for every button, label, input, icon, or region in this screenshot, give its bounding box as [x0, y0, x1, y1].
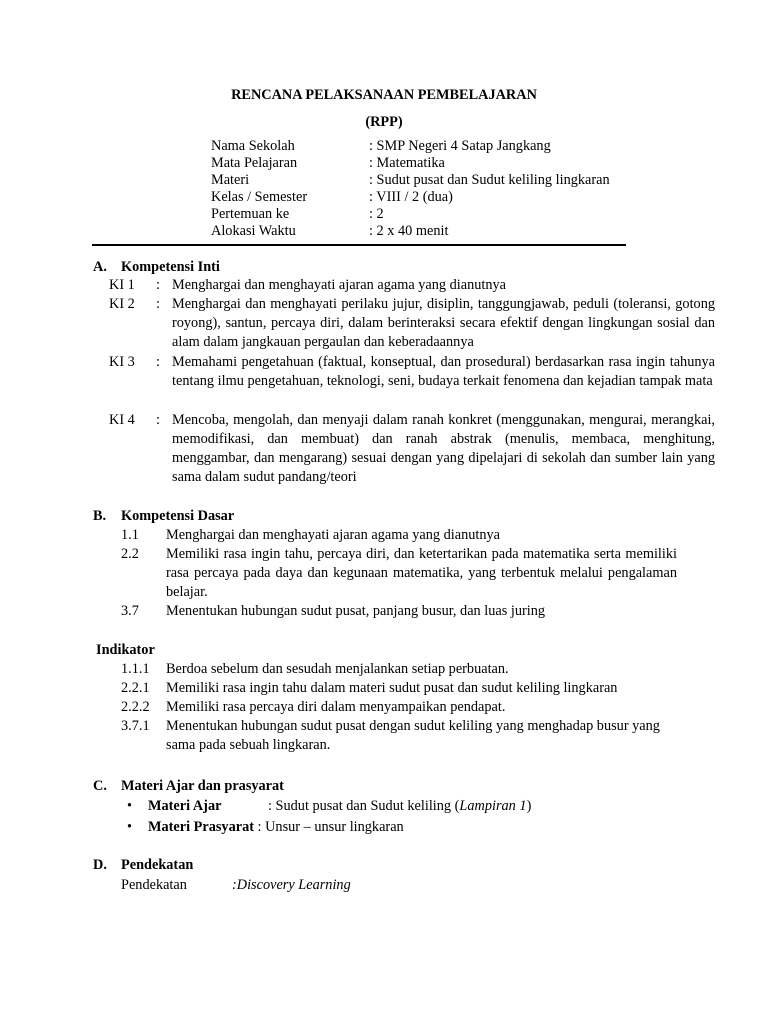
ki-text: Memahami pengetahuan (faktual, konseptual, dan prosedural) berdasarkan rasa ingin tahunya tentang ilmu pengetahuan, teknologi, seni, budaya terkait fenomena dan kejadian tampak mata — [172, 354, 715, 389]
kd-item — [121, 545, 677, 602]
identity-label: Materi — [211, 172, 250, 188]
identity-label: Alokasi Waktu — [211, 223, 296, 239]
section-title: Kompetensi Dasar — [121, 508, 235, 524]
ki-code: KI 2 — [109, 296, 135, 312]
section-heading-c — [93, 777, 284, 796]
section-heading-d — [93, 856, 193, 875]
materi-prasyarat-item — [127, 818, 404, 837]
indikator-text: Memiliki rasa ingin tahu dalam materi sudut pusat dan sudut keliling lingkaran — [166, 680, 618, 696]
section-letter: A. — [93, 259, 107, 275]
identity-row — [211, 172, 610, 189]
ki-item — [109, 295, 715, 352]
identity-row — [211, 206, 610, 223]
identity-value: : SMP Negeri 4 Satap Jangkang — [369, 138, 551, 154]
materi-prasyarat-label: Materi Prasyarat — [148, 819, 254, 835]
identity-value: : 2 — [369, 206, 384, 222]
indikator-item — [121, 698, 677, 717]
identity-value: : 2 x 40 menit — [369, 223, 449, 239]
ki-item — [109, 276, 715, 295]
ki-item — [109, 411, 715, 487]
section-title: Materi Ajar dan prasyarat — [121, 778, 284, 794]
identity-label: Pertemuan ke — [211, 206, 290, 222]
kd-text: Menentukan hubungan sudut pusat, panjang busur, dan luas juring — [166, 603, 546, 619]
identity-label: Nama Sekolah — [211, 138, 295, 154]
ki-colon: : — [156, 296, 160, 312]
ki-code: KI 3 — [109, 354, 135, 370]
ki-colon: : — [156, 277, 160, 293]
indikator-heading: Indikator — [96, 642, 155, 658]
materi-ajar-label: Materi Ajar — [148, 798, 222, 814]
indikator-text: Menentukan hubungan sudut pusat dengan sudut keliling yang menghadap busur yang sama pada sebuah lingkaran. — [166, 718, 660, 753]
ki-text: Mencoba, mengolah, dan menyaji dalam ranah konkret (menggunakan, mengurai, merangkai, memodifikasi, dan membuat) dan ranah abstrak (menulis, membaca, menghitung, menggambar, dan mengarang) sesuai dengan yang dipelajari di sekolah dan sumber lain yang sama dalam sudut pandang/teori — [172, 412, 715, 485]
document-title: RENCANA PELAKSANAAN PEMBELAJARAN — [231, 87, 537, 103]
identity-row — [211, 223, 610, 240]
kd-code: 2.2 — [121, 546, 139, 562]
ki-text: Menghargai dan menghayati ajaran agama yang dianutnya — [172, 277, 506, 293]
kd-code: 3.7 — [121, 603, 139, 619]
identity-row — [211, 138, 610, 155]
identity-label: Mata Pelajaran — [211, 155, 298, 171]
indikator-item — [121, 717, 661, 755]
section-title: Pendekatan — [121, 857, 194, 873]
section-title: Kompetensi Inti — [121, 259, 220, 275]
pendekatan-value: :Discovery Learning — [232, 877, 351, 893]
identity-row — [211, 155, 610, 172]
ki-text: Menghargai dan menghayati perilaku jujur, disiplin, tanggungjawab, peduli (toleransi, gotong royong), santun, percaya diri, dalam berinteraksi secara efektif dengan lingkungan sosial dan alam dalam jangkauan pergaulan dan keberadaannya — [172, 296, 715, 350]
indikator-text: Berdoa sebelum dan sesudah menjalankan setiap perbuatan. — [166, 661, 509, 677]
section-letter: D. — [93, 857, 107, 873]
ki-code: KI 4 — [109, 412, 135, 428]
materi-ajar-item — [127, 797, 531, 816]
ki-colon: : — [156, 354, 160, 370]
section-letter: C. — [93, 778, 107, 794]
section-heading-b — [93, 507, 234, 526]
document-subtitle: (RPP) — [365, 114, 403, 130]
section-letter: B. — [93, 508, 107, 524]
kd-text: Menghargai dan menghayati ajaran agama yang dianutnya — [166, 527, 500, 543]
header-divider — [92, 244, 626, 246]
identity-value: : VIII / 2 (dua) — [369, 189, 453, 205]
indikator-text: Memiliki rasa percaya diri dalam menyampaikan pendapat. — [166, 699, 506, 715]
identity-table — [211, 138, 610, 240]
identity-row — [211, 189, 610, 206]
indikator-code: 2.2.1 — [121, 680, 150, 696]
materi-ajar-value: : Sudut pusat dan Sudut keliling (Lampiran 1) — [268, 798, 532, 814]
pendekatan-label: Pendekatan — [121, 877, 187, 893]
indikator-item — [121, 679, 677, 698]
ki-item — [109, 353, 715, 391]
bullet-icon: • — [127, 798, 133, 814]
materi-prasyarat-value: : Unsur – unsur lingkaran — [253, 819, 404, 835]
identity-value: : Matematika — [369, 155, 445, 171]
indikator-code: 3.7.1 — [121, 718, 150, 734]
indikator-code: 1.1.1 — [121, 661, 150, 677]
identity-label: Kelas / Semester — [211, 189, 308, 205]
kd-item — [121, 602, 677, 621]
kd-text: Memiliki rasa ingin tahu, percaya diri, dan ketertarikan pada matematika serta memiliki rasa percaya pada daya dan kegunaan matematika, yang terbentuk melalui pengalaman belajar. — [166, 546, 677, 600]
bullet-icon: • — [127, 819, 133, 835]
indikator-item — [121, 660, 677, 679]
ki-colon: : — [156, 412, 160, 428]
ki-code: KI 1 — [109, 277, 135, 293]
kd-item — [121, 526, 677, 545]
kd-code: 1.1 — [121, 527, 139, 543]
section-heading-a — [93, 258, 220, 277]
identity-value: : Sudut pusat dan Sudut keliling lingkaran — [369, 172, 610, 188]
indikator-code: 2.2.2 — [121, 699, 150, 715]
